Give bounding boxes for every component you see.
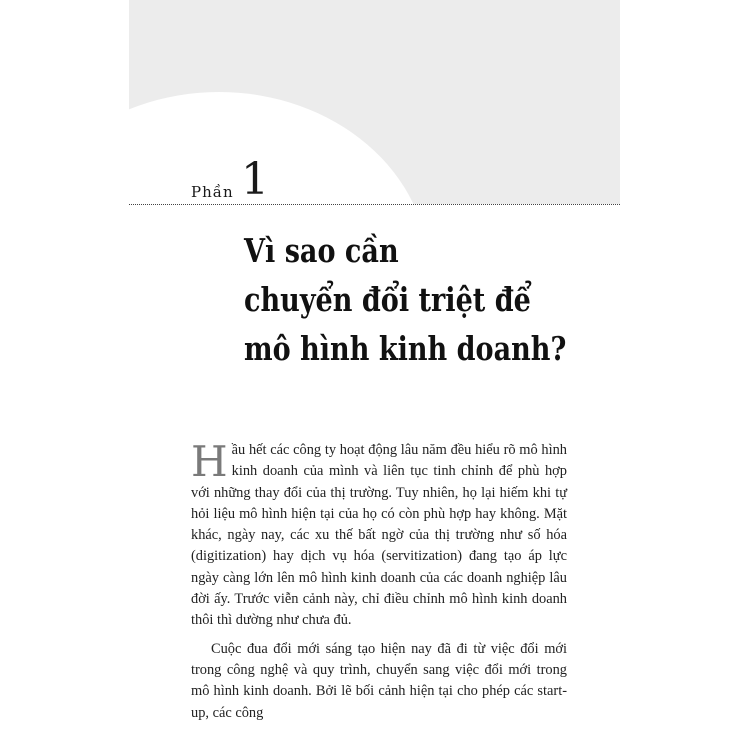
dotted-divider <box>129 204 620 205</box>
chapter-title <box>244 226 567 373</box>
drop-cap: H <box>191 437 228 486</box>
paragraph-1 <box>191 437 567 632</box>
part-number: 1 <box>241 154 269 205</box>
part-label: Phần <box>191 183 234 201</box>
body-text <box>191 437 567 724</box>
book-page <box>129 0 620 750</box>
title-line-3: mô hình kinh doanh? <box>244 329 567 368</box>
title-line-2: chuyển đổi triệt để <box>244 280 531 319</box>
title-line-1: Vì sao cần <box>244 231 399 270</box>
paragraph-1-text: ầu hết các công ty hoạt động lâu năm đều hiểu rõ mô hình kinh doanh của mình và liên tục tinh chỉnh để phù hợp với những thay đổi của thị trường. Tuy nhiên, họ lại hiếm khi tự hỏi liệu mô hình hiện tại của họ có còn phù hợp hay không. Mặt khác, ngày nay, các xu thế bất ngờ của thị trường như số hóa (digitization) hay dịch vụ hóa (servitization) đang tạo áp lực ngày càng lớn lên mô hình kinh doanh của các doanh nghiệp lâu đời ấy. Trước viễn cảnh này, chỉ điều chỉnh mô hình kinh doanh thôi thì dường như chưa đủ. <box>191 442 567 629</box>
paragraph-2: Cuộc đua đổi mới sáng tạo hiện nay đã đi từ việc đổi mới trong công nghệ và quy trình, chuyển sang việc đổi mới trong mô hình kinh doanh. Bởi lẽ bối cảnh hiện tại cho phép các start-up, các công <box>191 640 567 721</box>
